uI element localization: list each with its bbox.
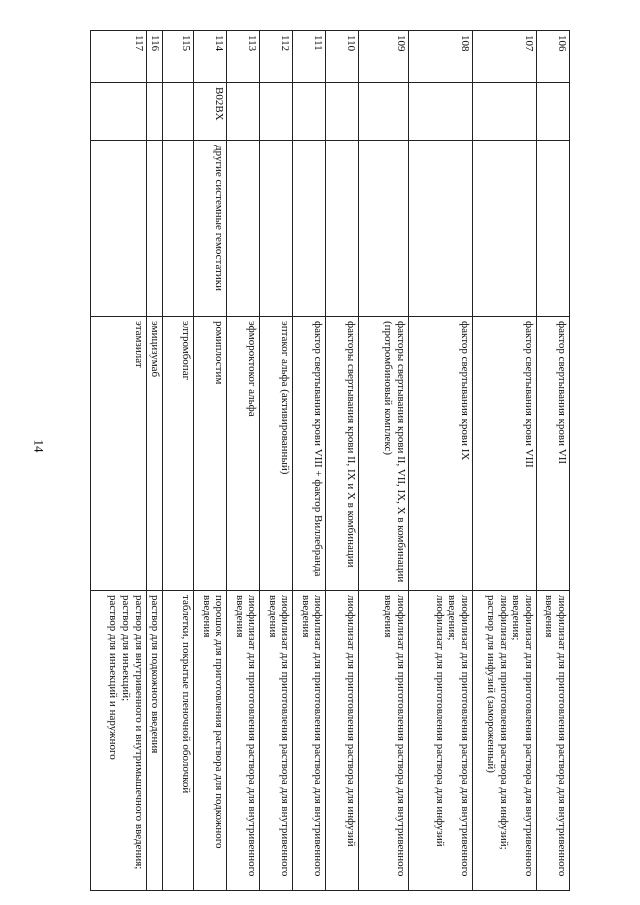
row-number-cell: 111	[293, 31, 326, 83]
drug-name-cell: факторы свертывания крови II, VII, IX, X в комбинации (протромбиновый комплекс)	[359, 317, 409, 591]
group-cell	[146, 141, 163, 317]
drug-name-cell: фактор свертывания крови VIII + фактор Виллебранда	[293, 317, 326, 591]
dosage-form-cell: раствор для внутривенного и внутримышечного введения; раствор для инъекций; раствор для инъекций и наружного	[91, 591, 147, 891]
group-cell: другие системные гемостатики	[194, 141, 227, 317]
dosage-form-cell: лиофилизат для приготовления раствора для внутривенного введения	[227, 591, 260, 891]
atc-code-cell: B02BX	[194, 83, 227, 141]
atc-code-cell	[408, 83, 472, 141]
table-row	[227, 31, 260, 891]
atc-code-cell	[227, 83, 260, 141]
dosage-form-cell: лиофилизат для приготовления раствора для внутривенного введения; лиофилизат для приготовления раствора для инфузий	[408, 591, 472, 891]
row-number-cell: 116	[146, 31, 163, 83]
group-cell	[326, 141, 359, 317]
atc-code-cell	[472, 83, 536, 141]
drug-name-cell: эфмороктоког альфа	[227, 317, 260, 591]
drug-name-cell: ромиплостим	[194, 317, 227, 591]
atc-code-cell	[326, 83, 359, 141]
dosage-form-cell: лиофилизат для приготовления раствора для внутривенного введения	[359, 591, 409, 891]
table-row	[326, 31, 359, 891]
dosage-form-cell: порошок для приготовления раствора для подкожного введения	[194, 591, 227, 891]
drug-name-cell: этамзилат	[91, 317, 147, 591]
group-cell	[408, 141, 472, 317]
table-row	[408, 31, 472, 891]
dosage-form-cell: раствор для подкожного введения	[146, 591, 163, 891]
row-number-cell: 109	[359, 31, 409, 83]
table-row	[260, 31, 293, 891]
atc-code-cell	[293, 83, 326, 141]
page-number: 14	[31, 439, 47, 453]
table-row	[146, 31, 163, 891]
group-cell	[359, 141, 409, 317]
group-cell	[260, 141, 293, 317]
row-number-cell: 108	[408, 31, 472, 83]
drug-name-cell: фактор свертывания крови IX	[408, 317, 472, 591]
table-row	[194, 31, 227, 891]
group-cell	[536, 141, 569, 317]
group-cell	[227, 141, 260, 317]
atc-code-cell	[146, 83, 163, 141]
table-row	[536, 31, 569, 891]
group-cell	[163, 141, 194, 317]
atc-code-cell	[91, 83, 147, 141]
table-row	[359, 31, 409, 891]
atc-code-cell	[163, 83, 194, 141]
table-row	[293, 31, 326, 891]
table-row	[472, 31, 536, 891]
row-number-cell: 113	[227, 31, 260, 83]
row-number-cell: 112	[260, 31, 293, 83]
row-number-cell: 115	[163, 31, 194, 83]
row-number-cell: 107	[472, 31, 536, 83]
row-number-cell: 114	[194, 31, 227, 83]
dosage-form-cell: таблетки, покрытые пленочной оболочкой	[163, 591, 194, 891]
group-cell	[472, 141, 536, 317]
dosage-form-cell: лиофилизат для приготовления раствора для внутривенного введения	[536, 591, 569, 891]
atc-code-cell	[359, 83, 409, 141]
drug-list-table	[90, 30, 570, 891]
group-cell	[91, 141, 147, 317]
drug-name-cell: факторы свертывания крови II, IX и X в комбинации	[326, 317, 359, 591]
drug-name-cell: эптаког альфа (активированный)	[260, 317, 293, 591]
dosage-form-cell: лиофилизат для приготовления раствора для внутривенного введения	[293, 591, 326, 891]
atc-code-cell	[260, 83, 293, 141]
drug-name-cell: фактор свертывания крови VII	[536, 317, 569, 591]
drug-name-cell: элтромбопаг	[163, 317, 194, 591]
dosage-form-cell: лиофилизат для приготовления раствора для внутривенного введения	[260, 591, 293, 891]
table-row	[163, 31, 194, 891]
group-cell	[293, 141, 326, 317]
rotated-page-content	[90, 30, 570, 890]
row-number-cell: 117	[91, 31, 147, 83]
drug-name-cell: фактор свертывания крови VIII	[472, 317, 536, 591]
drug-name-cell: эмицизумаб	[146, 317, 163, 591]
table-row	[91, 31, 147, 891]
atc-code-cell	[536, 83, 569, 141]
row-number-cell: 106	[536, 31, 569, 83]
row-number-cell: 110	[326, 31, 359, 83]
dosage-form-cell: лиофилизат для приготовления раствора для внутривенного введения; лиофилизат для приготовления раствора для инфузий; раствор для инфузий (замороженный)	[472, 591, 536, 891]
dosage-form-cell: лиофилизат для приготовления раствора для инфузий	[326, 591, 359, 891]
